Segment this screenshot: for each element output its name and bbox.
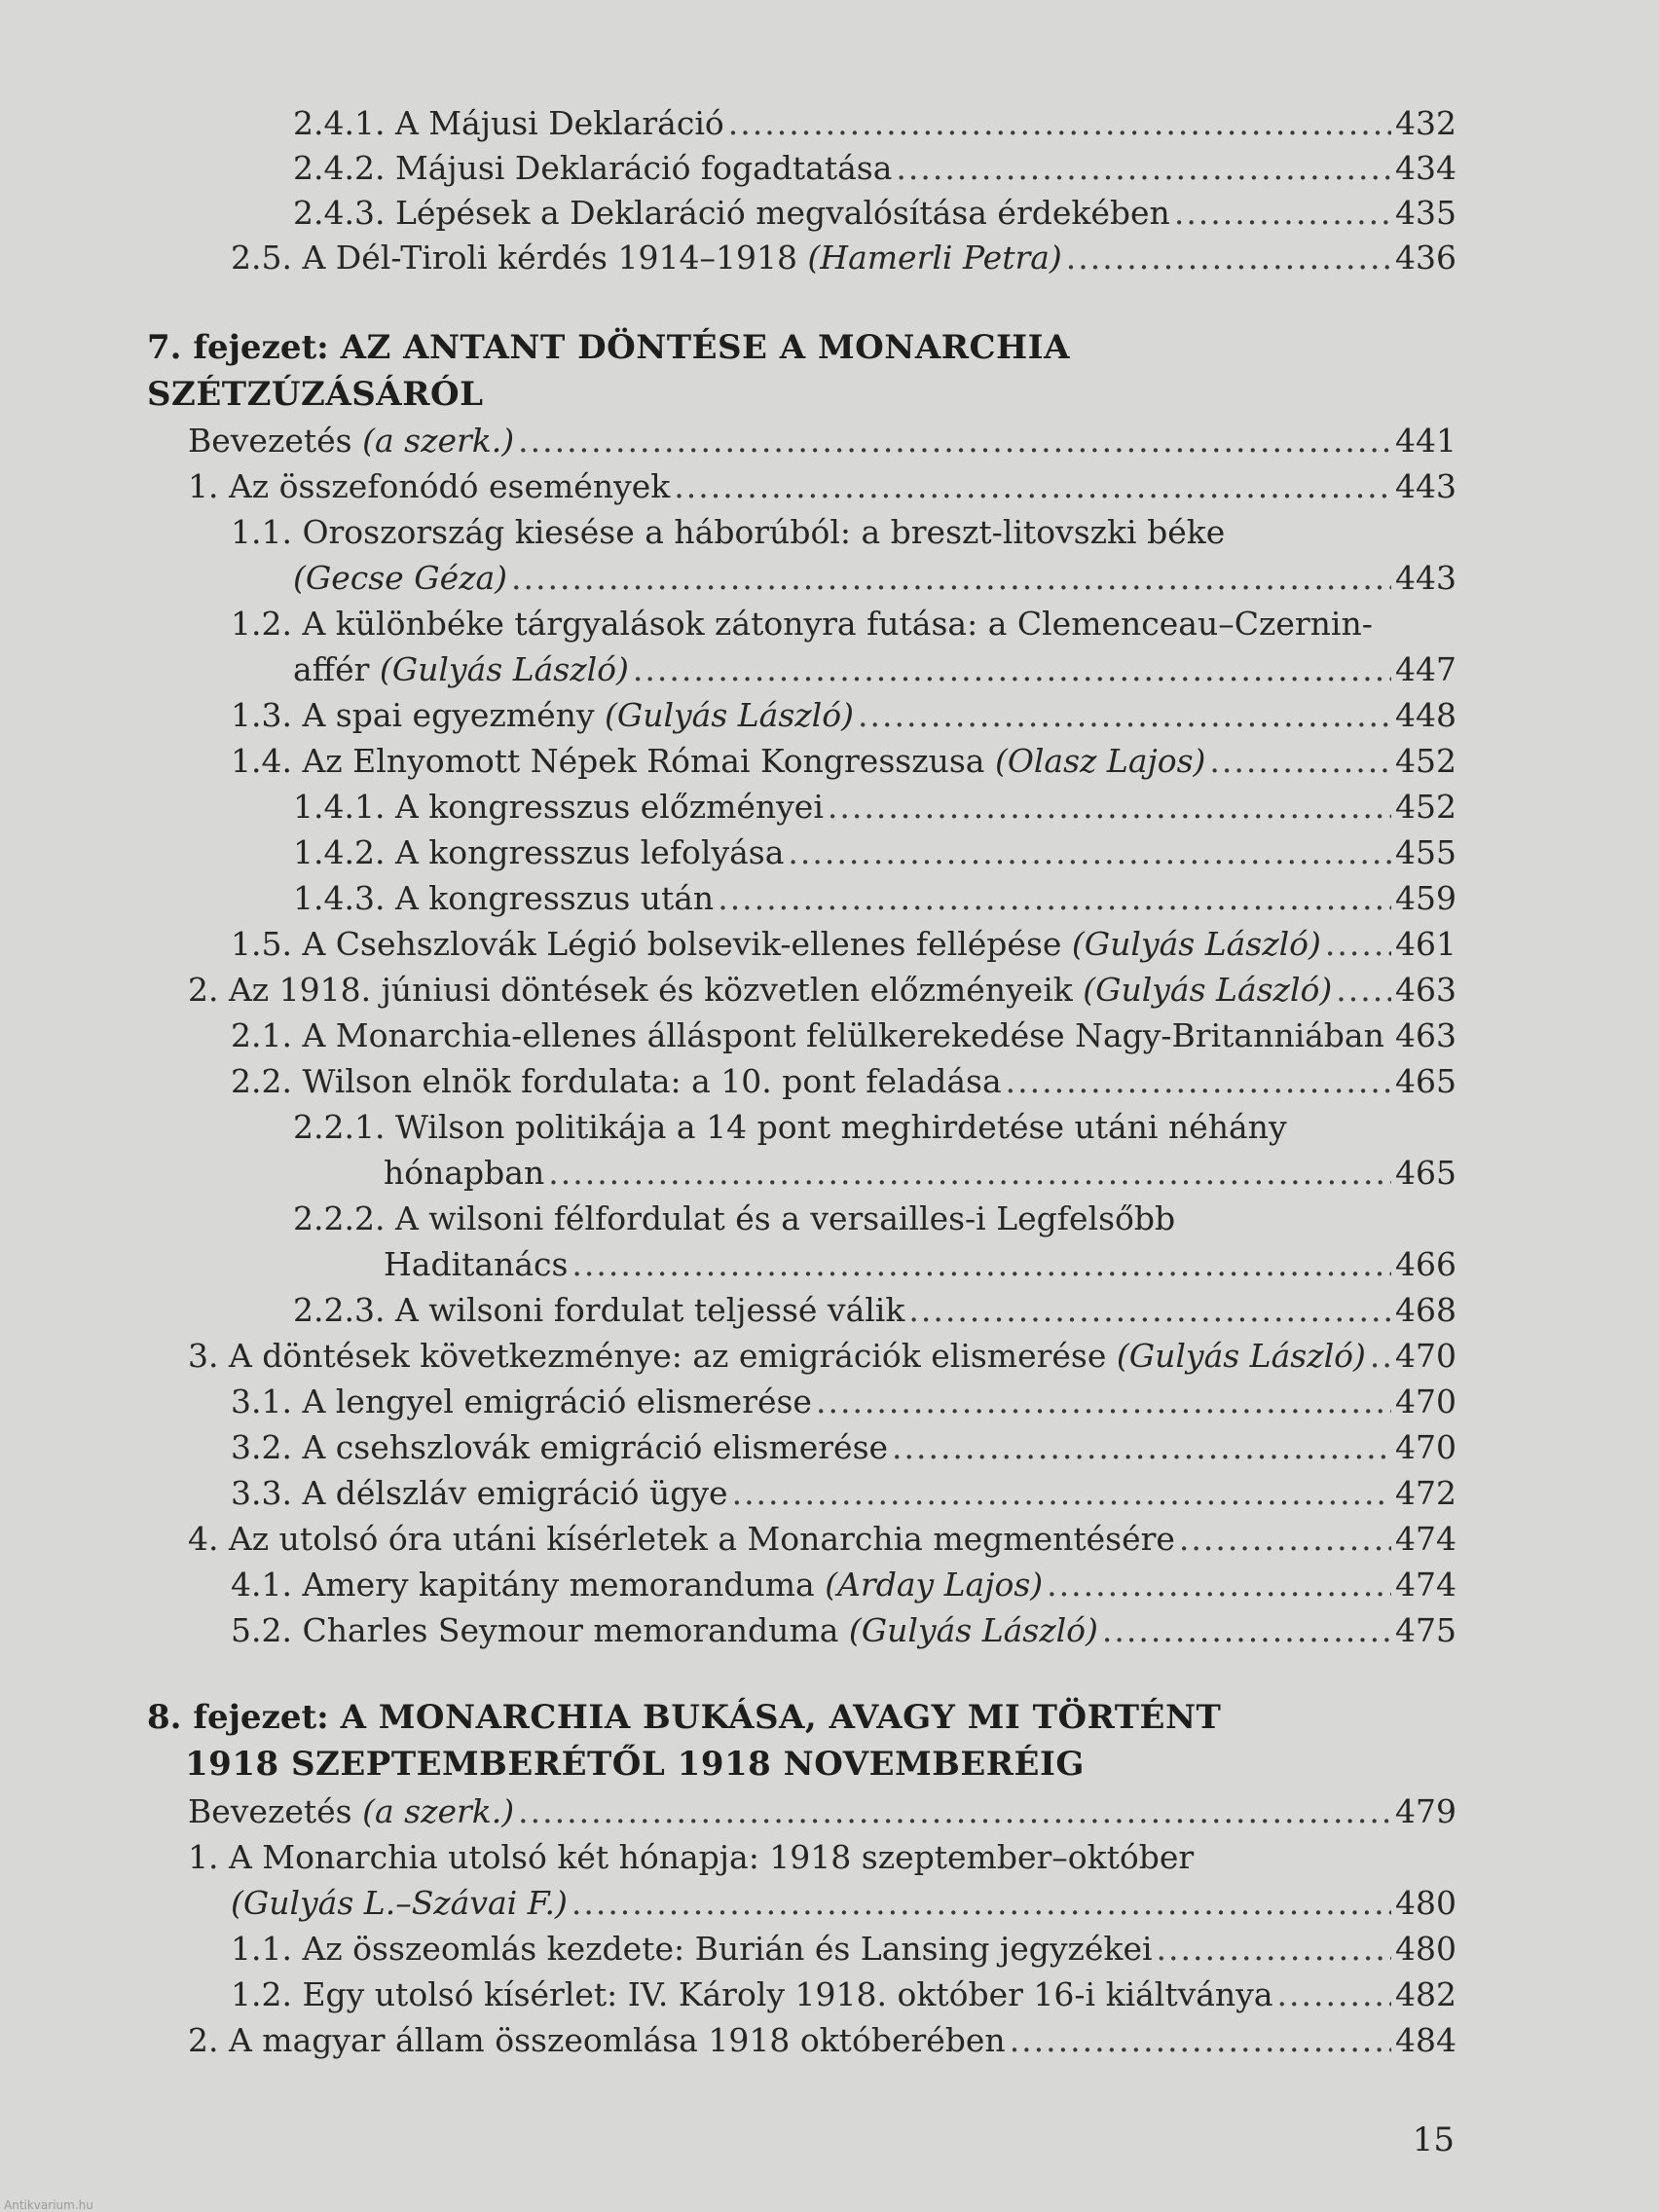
leader-dots bbox=[518, 419, 1391, 463]
toc-entry-line: 1.2. A különbéke tárgyalások zátonyra futása: a Clemenceau–Czernin- bbox=[231, 605, 1373, 643]
leader-dots bbox=[1209, 739, 1391, 784]
toc-entry-author: (Olasz Lajos) bbox=[994, 742, 1206, 780]
toc-entry bbox=[231, 922, 1456, 967]
toc-entry-title: Haditanács bbox=[384, 1245, 569, 1283]
toc-page-number: 447 bbox=[1395, 650, 1456, 688]
leader-dots bbox=[732, 1471, 1391, 1516]
toc-entry bbox=[231, 739, 1456, 784]
toc-entry-author: (a szerk.) bbox=[362, 1792, 515, 1830]
toc-page-number: 480 bbox=[1395, 1884, 1456, 1922]
toc-page-number: 470 bbox=[1395, 1428, 1456, 1466]
toc-entry-author: (Gulyás László) bbox=[379, 650, 629, 688]
toc-entry-title: 4. Az utolsó óra utáni kísérletek a Monarchia megmentésére bbox=[188, 1520, 1175, 1558]
toc-entry-title: Bevezetés (a szerk.) bbox=[188, 1792, 515, 1830]
toc-entry bbox=[384, 1242, 1456, 1287]
toc-page-number: 436 bbox=[1395, 239, 1456, 276]
toc-entry bbox=[293, 1288, 1456, 1333]
toc-entry bbox=[231, 1563, 1456, 1607]
leader-dots bbox=[1174, 191, 1391, 236]
leader-dots bbox=[1006, 1059, 1391, 1104]
toc-entry bbox=[188, 1517, 1456, 1562]
toc-page-number: 434 bbox=[1395, 149, 1456, 187]
toc-entry-title: 2.4.1. A Májusi Deklaráció bbox=[293, 104, 724, 142]
toc-entry-title: 1.3. A spai egyezmény (Gulyás László) bbox=[231, 696, 854, 734]
toc-entry-title: 2.4.2. Májusi Deklaráció fogadtatása bbox=[293, 149, 893, 187]
toc-page-number: 452 bbox=[1395, 788, 1456, 826]
toc-page-number: 443 bbox=[1395, 467, 1456, 505]
leader-dots bbox=[908, 1288, 1391, 1333]
toc-entry bbox=[231, 1927, 1456, 1972]
toc-entry bbox=[293, 876, 1456, 921]
leader-dots bbox=[858, 693, 1391, 738]
leader-dots bbox=[518, 1789, 1391, 1834]
toc-entry-title: 2.5. A Dél-Tiroli kérdés 1914–1918 (Hamerli Petra) bbox=[231, 239, 1062, 276]
leader-dots bbox=[1066, 236, 1391, 280]
toc-entry-author: (Arday Lajos) bbox=[825, 1566, 1044, 1604]
toc-page-number: 468 bbox=[1395, 1291, 1456, 1329]
leader-dots bbox=[816, 1380, 1391, 1424]
toc-entry-author: (Gulyás László) bbox=[848, 1611, 1098, 1649]
toc-entry bbox=[188, 1334, 1456, 1379]
toc-page-number: 474 bbox=[1395, 1520, 1456, 1558]
toc-entry-title bbox=[293, 556, 507, 601]
leader-dots bbox=[1370, 1334, 1391, 1379]
toc-entry bbox=[293, 101, 1456, 146]
toc-page-number: 482 bbox=[1395, 1975, 1456, 2013]
toc-entry bbox=[188, 419, 1456, 463]
leader-dots bbox=[896, 146, 1391, 191]
toc-entry-title: Bevezetés (a szerk.) bbox=[188, 422, 515, 460]
leader-dots bbox=[728, 101, 1391, 146]
toc-entry-title: 2. Az 1918. júniusi döntések és közvetlen előzményeik (Gulyás László) bbox=[188, 971, 1333, 1009]
toc-entry-author: (Gecse Géza) bbox=[293, 559, 508, 597]
toc-page-number: 466 bbox=[1395, 1245, 1456, 1283]
toc-entry-line: 2.2.1. Wilson politikája a 14 pont meghirdetése utáni néhány bbox=[293, 1108, 1287, 1146]
toc-entry-author: (Gulyás L.–Szávai F.) bbox=[231, 1884, 568, 1922]
toc-page-number: 475 bbox=[1395, 1611, 1456, 1649]
toc-page-number: 435 bbox=[1395, 194, 1456, 232]
toc-entry bbox=[293, 146, 1456, 191]
chapter-8-heading-cont bbox=[185, 1741, 1085, 1788]
toc-page-number: 480 bbox=[1395, 1930, 1456, 1968]
page-number: 15 bbox=[1412, 2120, 1455, 2159]
toc-entry-author: (Gulyás László) bbox=[1083, 971, 1333, 1009]
toc-entry-title: affér (Gulyás László) bbox=[293, 650, 629, 688]
chapter-8-heading bbox=[147, 1694, 1221, 1741]
toc-page-number: 463 bbox=[1395, 1016, 1456, 1054]
toc-page-number: 465 bbox=[1395, 1062, 1456, 1100]
toc-entry bbox=[231, 1881, 1456, 1926]
leader-dots bbox=[788, 830, 1391, 875]
toc-page-number: 448 bbox=[1395, 696, 1456, 734]
toc-entry-title: 2.1. A Monarchia-ellenes álláspont felülkerekedése Nagy-Britanniában bbox=[231, 1016, 1384, 1054]
toc-entry-title: 3.1. A lengyel emigráció elismerése bbox=[231, 1382, 812, 1420]
toc-entry-title: 1.1. Az összeomlás kezdete: Burián és Lansing jegyzékei bbox=[231, 1930, 1153, 1968]
toc-entry bbox=[231, 1425, 1456, 1470]
toc-entry-title: 4.1. Amery kapitány memoranduma (Arday Lajos) bbox=[231, 1566, 1044, 1604]
toc-entry bbox=[231, 1380, 1456, 1424]
toc-page-number: 459 bbox=[1395, 879, 1456, 917]
toc-entry bbox=[188, 968, 1456, 1013]
toc-entry bbox=[231, 1608, 1456, 1653]
toc-entry-title: 1.4. Az Elnyomott Népek Római Kongresszusa (Olasz Lajos) bbox=[231, 742, 1206, 780]
chapter-7-heading-cont bbox=[147, 371, 483, 418]
toc-page-number: 465 bbox=[1395, 1154, 1456, 1192]
chapter-title-line1: AZ ANTANT DÖNTÉSE A MONARCHIA bbox=[340, 328, 1070, 367]
toc-entry bbox=[293, 191, 1456, 236]
toc-entry-title: 1.2. Egy utolsó kísérlet: IV. Károly 1918. október 16-i kiáltványa bbox=[231, 1975, 1273, 2013]
toc-page-number: 479 bbox=[1395, 1792, 1456, 1830]
toc-entry-title: 2.2. Wilson elnök fordulata: a 10. pont feladása bbox=[231, 1062, 1002, 1100]
toc-entry bbox=[188, 1789, 1456, 1834]
leader-dots bbox=[1325, 922, 1391, 967]
chapter-label: 7. fejezet: bbox=[147, 328, 329, 367]
toc-page-number: 484 bbox=[1395, 2021, 1456, 2059]
leader-dots bbox=[892, 1425, 1391, 1470]
toc-entry bbox=[231, 236, 1456, 280]
leader-dots bbox=[633, 647, 1391, 692]
chapter-title-line1: A MONARCHIA BUKÁSA, AVAGY MI TÖRTÉNT bbox=[340, 1698, 1222, 1737]
toc-entry-author: (Gulyás László) bbox=[1116, 1337, 1366, 1375]
toc-entry bbox=[293, 830, 1456, 875]
toc-page-number: 472 bbox=[1395, 1474, 1456, 1512]
toc-entry-author: (Gulyás László) bbox=[604, 696, 854, 734]
toc-entry-line: 2.2.2. A wilsoni félfordulat és a versailles-i Legfelsőbb bbox=[293, 1199, 1176, 1237]
toc-entry-title: 1.4.3. A kongresszus után bbox=[293, 879, 715, 917]
leader-dots bbox=[571, 1242, 1391, 1287]
toc-page-number: 432 bbox=[1395, 104, 1456, 142]
toc-entry-title: 1.5. A Csehszlovák Légió bolsevik-ellenes fellépése (Gulyás László) bbox=[231, 925, 1321, 963]
toc-entry-line: 1.1. Oroszország kiesése a háborúból: a breszt-litovszki béke bbox=[231, 513, 1226, 551]
toc-entry-title: hónapban bbox=[384, 1154, 545, 1192]
leader-dots bbox=[548, 1151, 1391, 1196]
toc-page-number: 441 bbox=[1395, 422, 1456, 460]
toc-entry bbox=[293, 556, 1456, 601]
leader-dots bbox=[1047, 1563, 1391, 1607]
leader-dots bbox=[1277, 1972, 1391, 2017]
toc-page-number: 461 bbox=[1395, 925, 1456, 963]
watermark: Antikvarium.hu bbox=[4, 2198, 93, 2212]
toc-entry bbox=[188, 2018, 1456, 2063]
toc-page-number: 470 bbox=[1395, 1382, 1456, 1420]
toc-page-number: 474 bbox=[1395, 1566, 1456, 1604]
toc-entry-title: 1. Az összefonódó események bbox=[188, 467, 671, 505]
toc-entry bbox=[293, 647, 1456, 692]
toc-page-number: 470 bbox=[1395, 1337, 1456, 1375]
toc-entry bbox=[293, 785, 1456, 830]
toc-entry-title: 2.2.3. A wilsoni fordulat teljessé válik bbox=[293, 1291, 905, 1329]
toc-page-number: 443 bbox=[1395, 559, 1456, 597]
toc-entry-title bbox=[231, 1881, 568, 1926]
leader-dots bbox=[1010, 2018, 1391, 2063]
leader-dots bbox=[718, 876, 1391, 921]
chapter-7-heading bbox=[147, 324, 1070, 371]
toc-entry-author: (Gulyás László) bbox=[1071, 925, 1321, 963]
toc-entry bbox=[231, 693, 1456, 738]
chapter-title-line2: SZÉTZÚZÁSÁRÓL bbox=[147, 375, 484, 414]
chapter-title-line2: 1918 SZEPTEMBERÉTŐL 1918 NOVEMBERÉIG bbox=[185, 1745, 1085, 1784]
toc-entry-title: 5.2. Charles Seymour memoranduma (Gulyás László) bbox=[231, 1611, 1098, 1649]
toc-entry-title: 3.3. A délszláv emigráció ügye bbox=[231, 1474, 728, 1512]
toc-page-number: 463 bbox=[1395, 971, 1456, 1009]
leader-dots bbox=[571, 1881, 1391, 1926]
toc-entry bbox=[231, 1059, 1456, 1104]
leader-dots bbox=[828, 785, 1391, 830]
toc-entry-line: 1. A Monarchia utolsó két hónapja: 1918 szeptember–október bbox=[188, 1838, 1195, 1876]
toc-entry bbox=[231, 1014, 1456, 1058]
toc-page-number: 455 bbox=[1395, 833, 1456, 871]
toc-entry-author: (Hamerli Petra) bbox=[807, 239, 1062, 276]
leader-dots bbox=[1336, 968, 1391, 1013]
toc-entry bbox=[384, 1151, 1456, 1196]
leader-dots bbox=[511, 556, 1391, 601]
toc-entry-title: 2.4.3. Lépések a Deklaráció megvalósítása érdekében bbox=[293, 194, 1170, 232]
leader-dots bbox=[1388, 1014, 1391, 1058]
toc-entry-title: 2. A magyar állam összeomlása 1918 októberében bbox=[188, 2021, 1006, 2059]
toc-entry-title: 3.2. A csehszlovák emigráció elismerése bbox=[231, 1428, 889, 1466]
leader-dots bbox=[674, 464, 1391, 509]
chapter-label: 8. fejezet: bbox=[147, 1698, 329, 1737]
toc-entry bbox=[188, 464, 1456, 509]
toc-entry-title: 3. A döntések következménye: az emigrációk elismerése (Gulyás László) bbox=[188, 1337, 1366, 1375]
toc-entry bbox=[231, 1471, 1456, 1516]
toc-entry bbox=[231, 1972, 1456, 2017]
toc-entry-title: 1.4.2. A kongresszus lefolyása bbox=[293, 833, 785, 871]
toc-entry-author: (a szerk.) bbox=[362, 422, 515, 460]
toc-page-number: 452 bbox=[1395, 742, 1456, 780]
leader-dots bbox=[1102, 1608, 1391, 1653]
leader-dots bbox=[1179, 1517, 1391, 1562]
toc-entry-title: 1.4.1. A kongresszus előzményei bbox=[293, 788, 824, 826]
leader-dots bbox=[1157, 1927, 1391, 1972]
